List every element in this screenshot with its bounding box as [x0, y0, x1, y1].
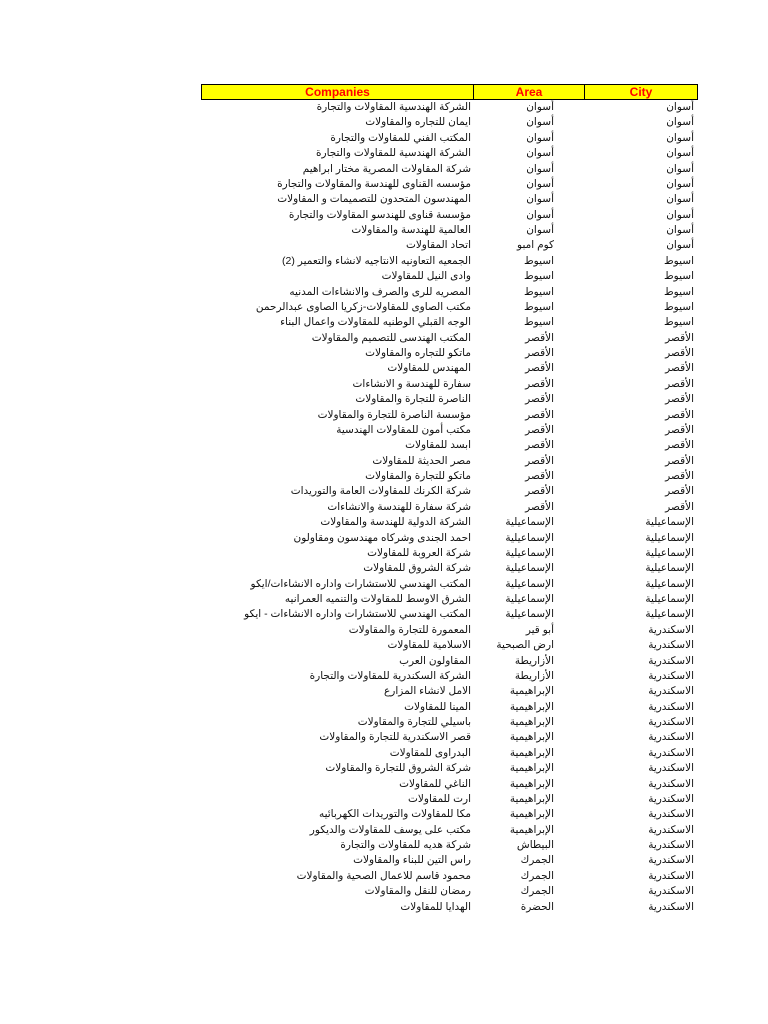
- company-cell[interactable]: مكتب أمون للمقاولات الهندسية: [336, 423, 471, 436]
- company-cell[interactable]: شركة سفارة للهندسة والانشاءات: [327, 500, 471, 513]
- table-row[interactable]: [201, 853, 698, 868]
- header-area[interactable]: Area: [474, 85, 585, 99]
- company-cell[interactable]: الهدايا للمقاولات: [400, 900, 471, 913]
- company-cell[interactable]: المهندسون المتحدون للتصميمات و المقاولات: [277, 193, 471, 206]
- city-cell[interactable]: اسيوط: [663, 254, 694, 267]
- area-cell[interactable]: أسوان: [526, 162, 554, 175]
- area-cell[interactable]: أسوان: [526, 101, 554, 113]
- company-cell[interactable]: شركة الكرنك للمقاولات العامة والتوريدات: [290, 485, 471, 498]
- company-cell[interactable]: محمود قاسم للاعمال الصحية والمقاولات: [296, 869, 471, 882]
- table-row[interactable]: [201, 300, 698, 315]
- city-cell[interactable]: الإسماعيلية: [645, 531, 694, 544]
- city-cell[interactable]: الاسكندرية: [648, 792, 694, 805]
- company-cell[interactable]: المعمورة للتجارة والمقاولات: [348, 623, 471, 636]
- table-row[interactable]: [201, 438, 698, 453]
- header-row: [201, 84, 698, 100]
- city-cell[interactable]: أسوان: [666, 162, 694, 175]
- city-cell[interactable]: الاسكندرية: [648, 869, 694, 882]
- company-cell[interactable]: قصر الاسكندرية للتجارة والمقاولات: [319, 731, 471, 744]
- table-row[interactable]: [201, 315, 698, 330]
- city-cell[interactable]: الإسماعيلية: [645, 577, 694, 590]
- table-row[interactable]: [201, 146, 698, 161]
- company-cell[interactable]: شركة المقاولات المصرية مختار ابراهيم: [302, 162, 471, 175]
- company-cell[interactable]: ماتكو للتجارة والمقاولات: [365, 470, 471, 482]
- table-row[interactable]: [201, 331, 698, 346]
- city-cell[interactable]: الاسكندرية: [648, 854, 694, 867]
- area-cell[interactable]: الإبراهيمية: [509, 700, 554, 713]
- company-cell[interactable]: الجمعيه التعاونيه الانتاجيه لانشاء والتعمير (2): [282, 254, 471, 267]
- city-cell[interactable]: اسيوط: [663, 316, 694, 329]
- area-cell[interactable]: البيطاش: [516, 839, 554, 851]
- area-cell[interactable]: الإسماعيلية: [505, 516, 554, 529]
- company-cell[interactable]: مصر الحديثة للمقاولات: [372, 454, 471, 467]
- company-cell[interactable]: وادى النيل للمقاولات: [381, 270, 471, 283]
- table-row[interactable]: [201, 515, 698, 530]
- area-cell[interactable]: الأقصر: [525, 362, 554, 375]
- city-cell[interactable]: الاسكندرية: [648, 654, 694, 667]
- city-cell[interactable]: الإسماعيلية: [645, 546, 694, 559]
- area-cell[interactable]: أسوان: [526, 177, 554, 190]
- area-cell[interactable]: الإسماعيلية: [505, 577, 554, 590]
- company-cell[interactable]: الناصرة للتجارة والمقاولات: [355, 393, 471, 406]
- city-cell[interactable]: الأقصر: [665, 439, 694, 452]
- city-cell[interactable]: الأقصر: [665, 362, 694, 375]
- company-cell[interactable]: ماتكو للتجاره والمقاولات: [365, 347, 471, 359]
- table-row[interactable]: [201, 715, 698, 730]
- area-cell[interactable]: أسوان: [526, 224, 554, 236]
- company-cell[interactable]: شركة العروبة للمقاولات: [367, 546, 471, 559]
- city-cell[interactable]: أسوان: [666, 177, 694, 190]
- company-cell[interactable]: المكتب الهندسي للاستشارات واداره الانشاءات - ايكو: [244, 608, 471, 621]
- company-cell[interactable]: الشركة الهندسية المقاولات والتجارة: [316, 101, 471, 113]
- table-row[interactable]: [201, 408, 698, 423]
- table-row[interactable]: [201, 423, 698, 438]
- company-cell[interactable]: رمضان للنقل والمقاولات: [364, 885, 471, 898]
- city-cell[interactable]: الأقصر: [665, 500, 694, 513]
- area-cell[interactable]: الإبراهيمية: [509, 762, 554, 775]
- company-cell[interactable]: المينا للمقاولات: [404, 700, 471, 713]
- company-cell[interactable]: ارت للمقاولات: [408, 792, 471, 805]
- table-row[interactable]: [201, 285, 698, 300]
- table-row[interactable]: [201, 223, 698, 238]
- table-row[interactable]: [201, 361, 698, 376]
- table-row[interactable]: [201, 869, 698, 884]
- area-cell[interactable]: الإسماعيلية: [505, 608, 554, 621]
- city-cell[interactable]: الاسكندرية: [648, 746, 694, 759]
- table-row[interactable]: [201, 208, 698, 223]
- table-row[interactable]: [201, 454, 698, 469]
- city-cell[interactable]: الإسماعيلية: [645, 593, 694, 605]
- spreadsheet-table: [201, 84, 698, 915]
- area-cell[interactable]: الأزاريطة: [514, 669, 554, 682]
- company-cell[interactable]: المهندس للمقاولات: [387, 362, 471, 375]
- city-cell[interactable]: الاسكندرية: [648, 669, 694, 682]
- city-cell[interactable]: الأقصر: [665, 347, 694, 359]
- table-row[interactable]: [201, 777, 698, 792]
- area-cell[interactable]: الأقصر: [525, 423, 554, 436]
- table-row[interactable]: [201, 684, 698, 699]
- company-cell[interactable]: مكتب على يوسف للمقاولات والديكور: [309, 823, 471, 836]
- company-cell[interactable]: باسيلي للتجارة والمقاولات: [357, 716, 471, 728]
- area-cell[interactable]: الأقصر: [525, 485, 554, 498]
- city-cell[interactable]: الاسكندرية: [648, 762, 694, 775]
- table-row[interactable]: [201, 500, 698, 515]
- table-row[interactable]: [201, 884, 698, 899]
- area-cell[interactable]: الإبراهيمية: [509, 685, 554, 698]
- table-row[interactable]: [201, 546, 698, 561]
- city-cell[interactable]: أسوان: [666, 101, 694, 113]
- area-cell[interactable]: الإبراهيمية: [509, 746, 554, 759]
- area-cell[interactable]: الإبراهيمية: [509, 823, 554, 836]
- area-cell[interactable]: أبو قير: [525, 623, 554, 636]
- company-cell[interactable]: المكتب الفني للمقاولات والتجارة: [330, 131, 471, 144]
- company-cell[interactable]: الشركة الهندسية للمقاولات والتجارة: [316, 147, 471, 160]
- city-cell[interactable]: الاسكندرية: [648, 623, 694, 636]
- table-row[interactable]: [201, 177, 698, 192]
- city-cell[interactable]: الاسكندرية: [648, 777, 694, 790]
- company-cell[interactable]: البدراوى للمقاولات: [389, 746, 471, 759]
- area-cell[interactable]: الأقصر: [525, 393, 554, 406]
- table-row[interactable]: [201, 669, 698, 684]
- area-cell[interactable]: ارض الصبحية: [496, 639, 554, 652]
- area-cell[interactable]: الجمرك: [520, 885, 554, 898]
- table-row[interactable]: [201, 346, 698, 361]
- table-row[interactable]: [201, 792, 698, 807]
- table-row[interactable]: [201, 730, 698, 745]
- area-cell[interactable]: الإبراهيمية: [509, 716, 554, 728]
- table-row[interactable]: [201, 807, 698, 822]
- city-cell[interactable]: اسيوط: [663, 285, 694, 298]
- table-row[interactable]: [201, 192, 698, 207]
- area-cell[interactable]: أسوان: [526, 208, 554, 221]
- area-cell[interactable]: أسوان: [526, 193, 554, 206]
- city-cell[interactable]: الأقصر: [665, 423, 694, 436]
- company-cell[interactable]: العالمية للهندسة والمقاولات: [351, 224, 471, 236]
- table-row[interactable]: [201, 577, 698, 592]
- city-cell[interactable]: الإسماعيلية: [645, 516, 694, 529]
- table-row[interactable]: [201, 269, 698, 284]
- city-cell[interactable]: أسوان: [666, 131, 694, 144]
- company-cell[interactable]: الشرق الاوسط للمقاولات والتنميه العمرانيه: [284, 593, 471, 605]
- table-row[interactable]: [201, 100, 698, 115]
- city-cell[interactable]: الاسكندرية: [648, 808, 694, 821]
- company-cell[interactable]: الاسلامية للمقاولات: [387, 639, 471, 652]
- area-cell[interactable]: اسيوط: [523, 285, 554, 298]
- table-row[interactable]: [201, 254, 698, 269]
- area-cell[interactable]: اسيوط: [523, 300, 554, 313]
- city-cell[interactable]: الأقصر: [665, 393, 694, 406]
- area-cell[interactable]: أسوان: [526, 116, 554, 129]
- area-cell[interactable]: الإبراهيمية: [509, 808, 554, 821]
- company-cell[interactable]: شركة الشروق للمقاولات: [363, 562, 471, 575]
- company-cell[interactable]: الوجه القبلي الوطنيه للمقاولات واعمال البناء: [280, 316, 471, 329]
- area-cell[interactable]: الإسماعيلية: [505, 562, 554, 575]
- company-cell[interactable]: سفارة للهندسة و الانشاءات: [352, 377, 471, 390]
- table-row[interactable]: [201, 131, 698, 146]
- company-cell[interactable]: شركة هديه للمقاولات والتجارة: [340, 839, 471, 851]
- area-cell[interactable]: اسيوط: [523, 316, 554, 329]
- city-cell[interactable]: اسيوط: [663, 300, 694, 313]
- city-cell[interactable]: الأقصر: [665, 377, 694, 390]
- area-cell[interactable]: أسوان: [526, 147, 554, 160]
- city-cell[interactable]: أسوان: [666, 224, 694, 236]
- area-cell[interactable]: الأقصر: [525, 500, 554, 513]
- company-cell[interactable]: الناغي للمقاولات: [399, 777, 471, 790]
- company-cell[interactable]: المقاولون العرب: [399, 654, 471, 667]
- area-cell[interactable]: الحضرة: [520, 900, 554, 913]
- city-cell[interactable]: الاسكندرية: [648, 731, 694, 744]
- city-cell[interactable]: الاسكندرية: [648, 900, 694, 913]
- table-row[interactable]: [201, 838, 698, 853]
- header-companies[interactable]: Companies: [202, 85, 474, 99]
- company-cell[interactable]: ابسد للمقاولات: [405, 439, 471, 452]
- area-cell[interactable]: اسيوط: [523, 270, 554, 283]
- area-cell[interactable]: أسوان: [526, 131, 554, 144]
- table-row[interactable]: [201, 900, 698, 915]
- table-row[interactable]: [201, 377, 698, 392]
- city-cell[interactable]: أسوان: [666, 208, 694, 221]
- area-cell[interactable]: الأقصر: [525, 470, 554, 482]
- area-cell[interactable]: الإسماعيلية: [505, 531, 554, 544]
- table-row[interactable]: [201, 162, 698, 177]
- table-row[interactable]: [201, 654, 698, 669]
- area-cell[interactable]: الإسماعيلية: [505, 546, 554, 559]
- city-cell[interactable]: أسوان: [666, 193, 694, 206]
- table-row[interactable]: [201, 561, 698, 576]
- city-cell[interactable]: الاسكندرية: [648, 685, 694, 698]
- table-row[interactable]: [201, 531, 698, 546]
- company-cell[interactable]: المكتب الهندسي للاستشارات واداره الانشاءات/ايكو: [250, 577, 471, 590]
- city-cell[interactable]: الأقصر: [665, 331, 694, 344]
- city-cell[interactable]: الاسكندرية: [648, 839, 694, 851]
- table-row[interactable]: [201, 392, 698, 407]
- area-cell[interactable]: الأقصر: [525, 408, 554, 421]
- company-cell[interactable]: شركة الشروق للتجارة والمقاولات: [325, 762, 471, 775]
- table-row[interactable]: [201, 115, 698, 130]
- city-cell[interactable]: أسوان: [666, 147, 694, 160]
- company-cell[interactable]: الامل لانشاء المزارع: [384, 685, 471, 698]
- company-cell[interactable]: مؤسسه القناوى للهندسة والمقاولات والتجارة: [277, 177, 471, 190]
- table-row[interactable]: [201, 607, 698, 622]
- city-cell[interactable]: الاسكندرية: [648, 823, 694, 836]
- company-cell[interactable]: الشركة الدولية للهندسة والمقاولات: [320, 516, 471, 529]
- company-cell[interactable]: مكا للمقاولات والتوريدات الكهربائيه: [318, 808, 471, 821]
- company-cell[interactable]: المكتب الهندسى للتصميم والمقاولات: [311, 331, 471, 344]
- city-cell[interactable]: الإسماعيلية: [645, 562, 694, 575]
- city-cell[interactable]: الأقصر: [665, 454, 694, 467]
- table-row[interactable]: [201, 746, 698, 761]
- table-body: [201, 100, 698, 915]
- header-city[interactable]: City: [629, 85, 653, 99]
- table-row[interactable]: [201, 700, 698, 715]
- company-cell[interactable]: ايمان للتجاره والمقاولات: [365, 116, 471, 129]
- city-cell[interactable]: الاسكندرية: [648, 885, 694, 898]
- area-cell[interactable]: الإبراهيمية: [509, 731, 554, 744]
- area-cell[interactable]: الأزاريطة: [514, 654, 554, 667]
- city-cell[interactable]: الأقصر: [665, 470, 694, 482]
- area-cell[interactable]: الإسماعيلية: [505, 593, 554, 605]
- area-cell[interactable]: اسيوط: [523, 254, 554, 267]
- city-cell[interactable]: أسوان: [666, 239, 694, 252]
- area-cell[interactable]: الأقصر: [525, 331, 554, 344]
- table-row[interactable]: [201, 761, 698, 776]
- company-cell[interactable]: راس التين للبناء والمقاولات: [353, 854, 471, 867]
- city-cell[interactable]: الاسكندرية: [648, 700, 694, 713]
- company-cell[interactable]: المصريه للرى والصرف والانشاءات المدنيه: [289, 285, 471, 298]
- table-row[interactable]: [201, 823, 698, 838]
- city-cell[interactable]: اسيوط: [663, 270, 694, 283]
- company-cell[interactable]: احمد الجندى وشركاه مهندسون ومقاولون: [293, 531, 471, 544]
- company-cell[interactable]: اتحاد المقاولات: [405, 239, 471, 252]
- table-row[interactable]: [201, 238, 698, 253]
- table-row[interactable]: [201, 592, 698, 607]
- area-cell[interactable]: الأقصر: [525, 454, 554, 467]
- area-cell[interactable]: الأقصر: [525, 347, 554, 359]
- city-cell[interactable]: الاسكندرية: [648, 716, 694, 728]
- city-cell[interactable]: أسوان: [666, 116, 694, 129]
- area-cell[interactable]: الجمرك: [520, 869, 554, 882]
- area-cell[interactable]: كوم امبو: [517, 239, 554, 252]
- area-cell[interactable]: الأقصر: [525, 439, 554, 452]
- city-cell[interactable]: الأقصر: [665, 408, 694, 421]
- company-cell[interactable]: الشركة السكندرية للمقاولات والتجارة: [309, 669, 471, 682]
- table-row[interactable]: [201, 623, 698, 638]
- city-cell[interactable]: الاسكندرية: [648, 639, 694, 652]
- city-cell[interactable]: الأقصر: [665, 485, 694, 498]
- table-row[interactable]: [201, 469, 698, 484]
- table-row[interactable]: [201, 638, 698, 653]
- table-row[interactable]: [201, 484, 698, 499]
- city-cell[interactable]: الإسماعيلية: [645, 608, 694, 621]
- area-cell[interactable]: الجمرك: [520, 854, 554, 867]
- company-cell[interactable]: مكتب الصاوى للمقاولات-زكريا الصاوى عبدالرحمن: [255, 300, 471, 313]
- company-cell[interactable]: مؤسسة قناوى للهندسو المقاولات والتجارة: [288, 208, 471, 221]
- area-cell[interactable]: الإبراهيمية: [509, 792, 554, 805]
- company-cell[interactable]: مؤسسة الناصرة للتجارة والمقاولات: [317, 408, 471, 421]
- area-cell[interactable]: الإبراهيمية: [509, 777, 554, 790]
- area-cell[interactable]: الأقصر: [525, 377, 554, 390]
